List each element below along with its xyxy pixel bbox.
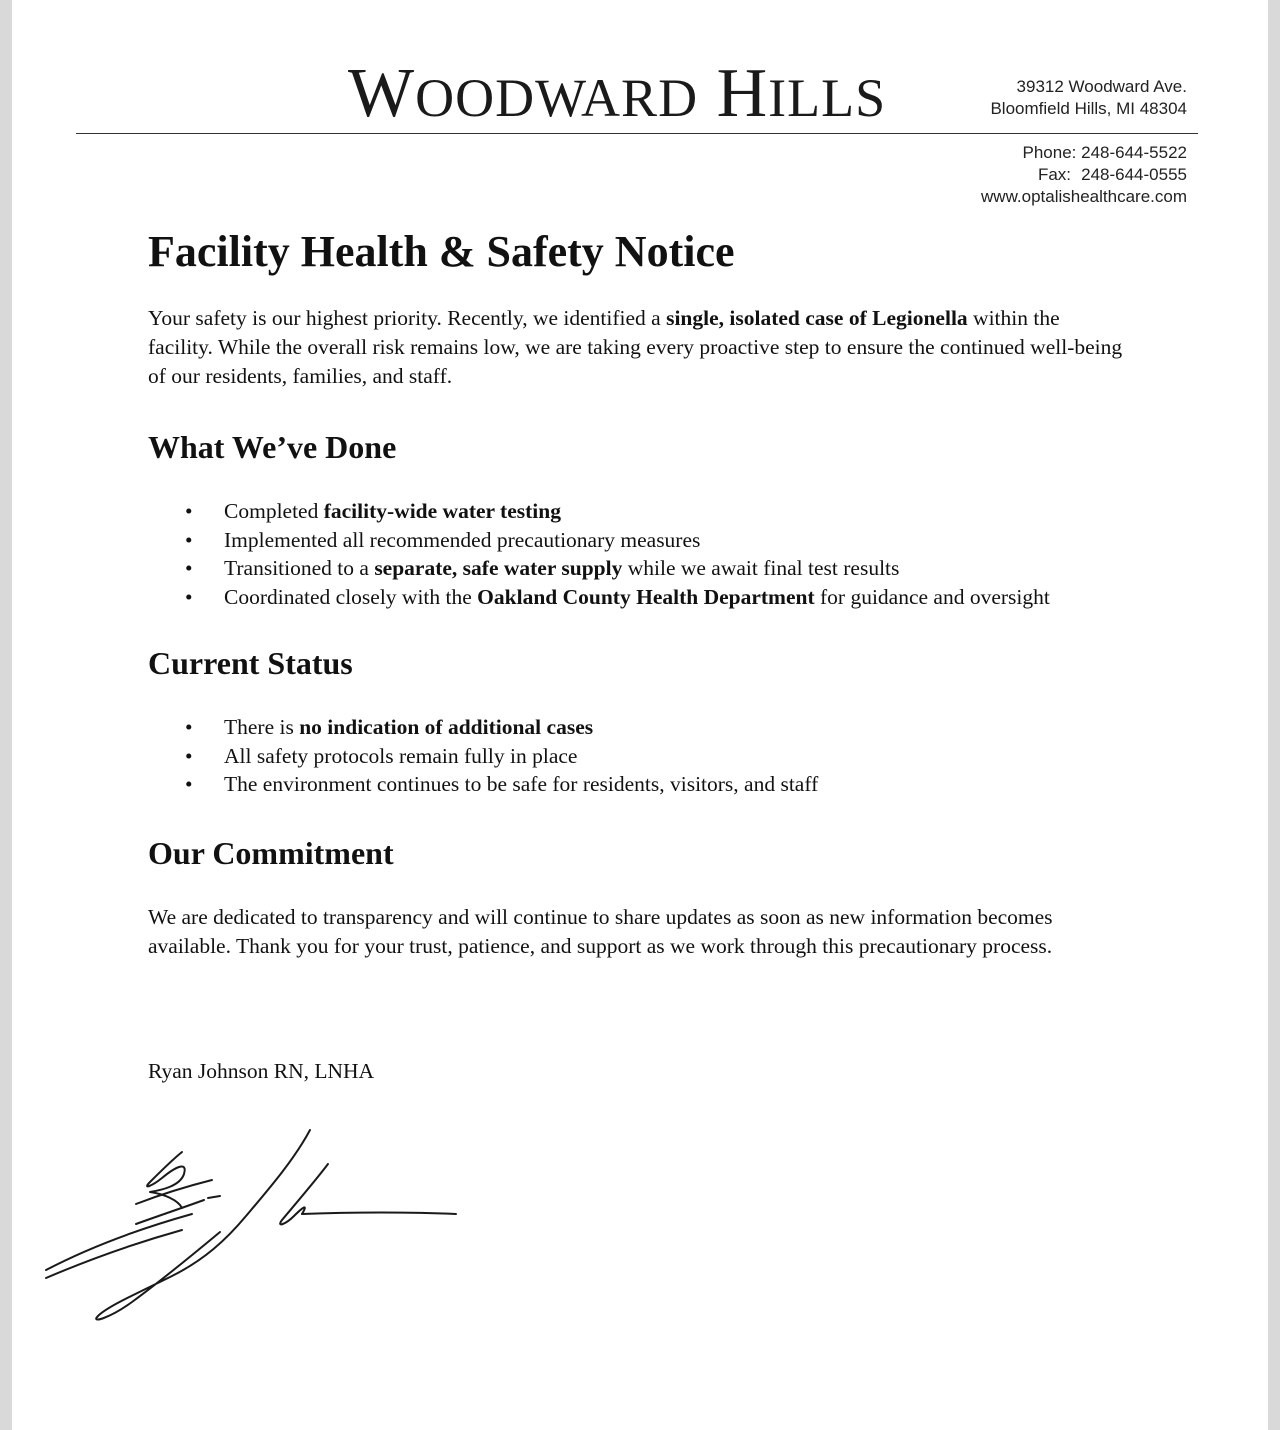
notice-body bbox=[148, 222, 1128, 1086]
phone-line bbox=[981, 142, 1187, 164]
address-line-1: 39312 Woodward Ave. bbox=[1016, 77, 1187, 96]
logo-letter-w: W bbox=[348, 55, 416, 132]
logo-letter-h: H bbox=[716, 55, 769, 132]
logo-rest-oodward: OODWARD bbox=[415, 68, 699, 128]
website: www.optalishealthcare.com bbox=[981, 187, 1187, 206]
phone-number: 248-644-5522 bbox=[1081, 143, 1187, 162]
bullet-icon: • bbox=[185, 527, 193, 552]
bullet-icon: • bbox=[185, 584, 193, 609]
bullet-icon: • bbox=[185, 715, 193, 739]
letterhead-logo bbox=[348, 54, 886, 138]
list-item: • All safety protocols remain fully in place bbox=[148, 742, 1128, 771]
document-page bbox=[12, 0, 1268, 1430]
fax-label: Fax: bbox=[1037, 165, 1071, 184]
fax-line bbox=[981, 164, 1187, 186]
intro-text-1: Your safety is our highest priority. Recently, we identified a bbox=[148, 306, 667, 330]
notice-title: Facility Health & Safety Notice bbox=[148, 227, 735, 276]
phone-label: Phone: bbox=[1022, 143, 1077, 162]
list-item: • Implemented all recommended precautionary measures bbox=[148, 526, 1128, 555]
list-item: • Completed facility-wide water testing bbox=[148, 497, 1128, 526]
intro-paragraph bbox=[148, 304, 1128, 391]
section-heading-status: Current Status bbox=[148, 645, 353, 681]
bullet-icon: • bbox=[185, 743, 193, 768]
bullet-icon: • bbox=[185, 772, 193, 796]
commitment-paragraph: We are dedicated to transparency and will continue to share updates as soon as new information becomes available. Thank you for your trust, patience, and support as we work through this precautionary process. bbox=[148, 904, 1053, 958]
fax-number: 248-644-0555 bbox=[1081, 165, 1187, 184]
list-item: • Coordinated closely with the Oakland County Health Department for guidance and oversight bbox=[148, 583, 1084, 612]
bullet-icon: • bbox=[185, 556, 193, 580]
done-list bbox=[148, 497, 1128, 611]
status-list bbox=[148, 713, 1128, 799]
bullet-icon: • bbox=[185, 499, 193, 523]
intro-text-2: within the facility. While the overall risk remains low, we are taking every proactive step to ensure the continued well-being of our residents, families, and staff. bbox=[148, 306, 1123, 388]
intro-bold: single, isolated case of Legionella bbox=[666, 306, 968, 330]
section-heading-commitment: Our Commitment bbox=[148, 834, 394, 871]
list-item: • Transitioned to a separate, safe water supply while we await final test results bbox=[148, 554, 1128, 583]
letterhead-divider bbox=[76, 133, 1198, 134]
signer-name: Ryan Johnson RN, LNHA bbox=[148, 1058, 375, 1083]
section-heading-done: What We’ve Done bbox=[148, 429, 397, 465]
list-item: • The environment continues to be safe for residents, visitors, and staff bbox=[148, 770, 1128, 799]
logo-rest-ills: ILLS bbox=[768, 68, 887, 128]
letterhead-contact bbox=[981, 142, 1187, 208]
letterhead-address bbox=[990, 76, 1187, 120]
signature-icon bbox=[32, 1120, 492, 1330]
address-line-2: Bloomfield Hills, MI 48304 bbox=[990, 99, 1187, 118]
list-item: • There is no indication of additional cases bbox=[148, 713, 1128, 742]
